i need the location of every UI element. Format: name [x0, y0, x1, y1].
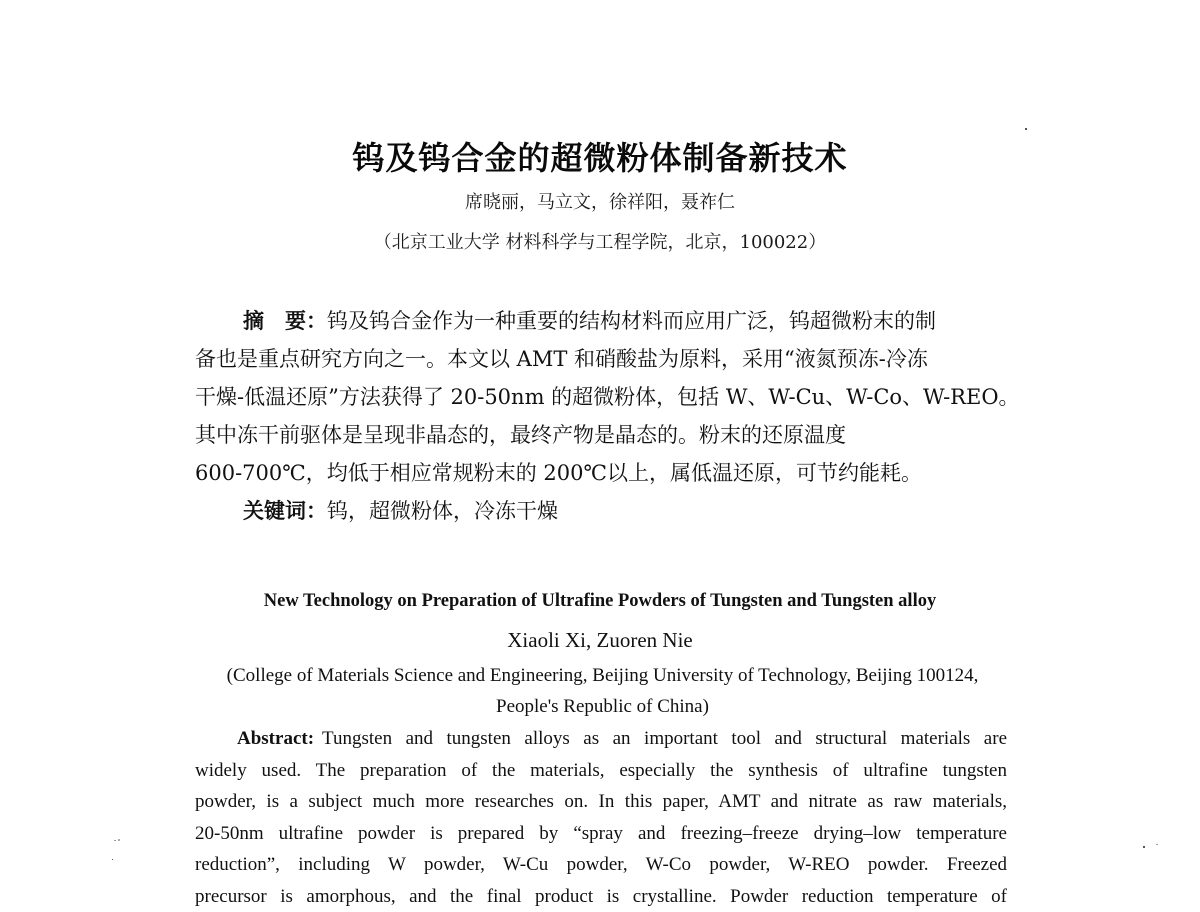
chinese-keywords-text: 钨，超微粉体，冷冻干燥 [327, 499, 558, 523]
scan-speck [1025, 128, 1027, 130]
scan-speck [112, 859, 113, 860]
english-affiliation-line: (College of Materials Science and Engineering, Beijing University of Technology, Beijing 100124, [195, 660, 1010, 691]
chinese-abstract-line [195, 302, 1010, 340]
chinese-abstract-line: 600-700℃，均低于相应常规粉末的 200℃以上，属低温还原，可节约能耗。 [195, 454, 1010, 492]
chinese-abstract-line: 其中冻干前驱体是呈现非晶态的，最终产物是晶态的。粉末的还原温度 [195, 416, 1010, 454]
chinese-abstract-text: 钨及钨合金作为一种重要的结构材料而应用广泛，钨超微粉末的制 [327, 309, 936, 333]
english-abstract-line: 20-50nm ultrafine powder is prepared by “spray and freezing–freeze drying–low temperature [195, 818, 1007, 850]
english-abstract-line: precursor is amorphous, and the final product is crystalline. Powder reduction temperature of [195, 881, 1007, 912]
chinese-title: 钨及钨合金的超微粉体制备新技术 [0, 133, 1200, 179]
chinese-keywords-label: 关键词： [243, 499, 327, 523]
english-title: New Technology on Preparation of Ultrafine Powders of Tungsten and Tungsten alloy [0, 591, 1200, 612]
chinese-abstract [195, 302, 1010, 530]
chinese-affiliation: （北京工业大学 材料科学与工程学院，北京，100022） [0, 228, 1200, 254]
chinese-authors: 席晓丽，马立文，徐祥阳，聂祚仁 [0, 188, 1200, 214]
english-affiliation [195, 660, 1010, 722]
chinese-keywords [195, 492, 1010, 530]
english-authors: Xiaoli Xi, Zuoren Nie [0, 628, 1200, 653]
chinese-abstract-label: 摘 要： [243, 309, 327, 333]
scan-speck [118, 839, 120, 841]
scan-speck [1143, 846, 1145, 848]
english-abstract-line: widely used. The preparation of the materials, especially the synthesis of ultrafine tungsten [195, 755, 1007, 787]
english-abstract-text: Tungsten and tungsten alloys as an important tool and structural materials are [322, 728, 1007, 749]
english-abstract-label: Abstract: [237, 728, 314, 749]
english-affiliation-line: People's Republic of China) [195, 691, 1010, 722]
english-abstract-line [195, 723, 1007, 755]
scan-speck [114, 840, 116, 841]
english-abstract [195, 723, 1007, 912]
english-abstract-line: reduction”, including W powder, W-Cu powder, W-Co powder, W-REO powder. Freezed [195, 849, 1007, 881]
chinese-abstract-line: 备也是重点研究方向之一。本文以 AMT 和硝酸盐为原料，采用“液氮预冻-冷冻 [195, 340, 1010, 378]
english-abstract-line: powder, is a subject much more researches on. In this paper, AMT and nitrate as raw materials, [195, 786, 1007, 818]
chinese-abstract-line: 干燥-低温还原”方法获得了 20-50nm 的超微粉体，包括 W、W-Cu、W-Co、W-REO。 [195, 378, 1010, 416]
scan-speck [1156, 844, 1158, 845]
